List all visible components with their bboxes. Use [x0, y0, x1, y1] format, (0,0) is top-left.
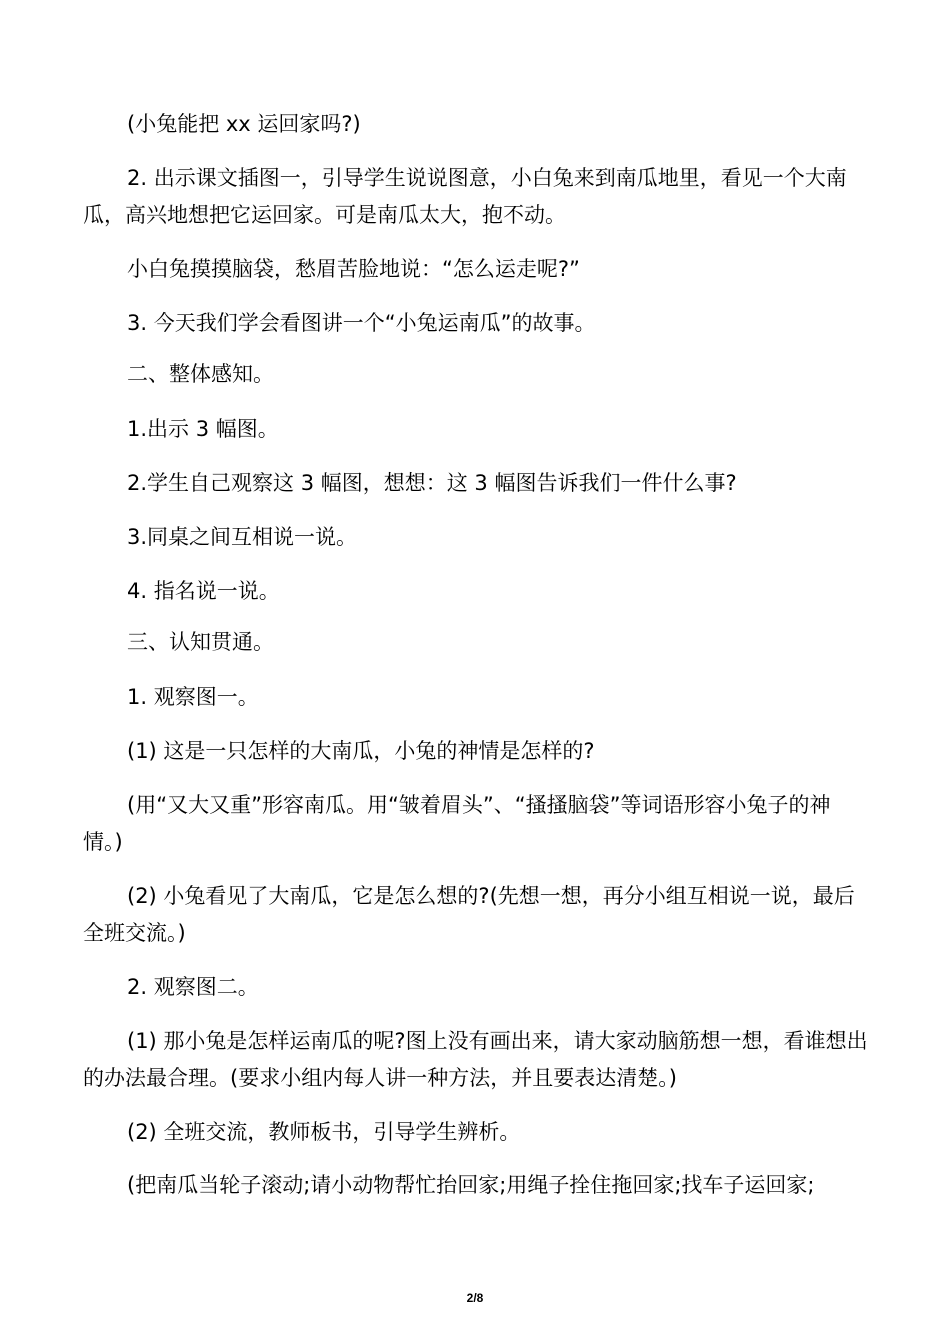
- paragraph: 3.同桌之间互相说一说。: [127, 525, 358, 549]
- paragraph: (小兔能把 xx 运回家吗?): [127, 112, 361, 136]
- section-heading: 二、整体感知。: [127, 362, 274, 386]
- paragraph: (2) 全班交流，教师板书，引导学生辨析。: [127, 1120, 521, 1144]
- paragraph: 1.出示 3 幅图。: [127, 417, 279, 441]
- paragraph: 2. 出示课文插图一，引导学生说说图意，小白兔来到南瓜地里，看见一个大南瓜，高兴地想把它运回家。可是南瓜太大，抱不动。: [83, 166, 847, 227]
- page-number: 2/8: [466, 1291, 484, 1305]
- paragraph: (2) 小兔看见了大南瓜，它是怎么想的?(先想一想，再分小组互相说一说，最后全班交流。): [83, 884, 855, 945]
- paragraph: (1) 那小兔是怎样运南瓜的呢?图上没有画出来，请大家动脑筋想一想，看谁想出的办法最合理。(要求小组内每人讲一种方法，并且要表达清楚。): [83, 1029, 868, 1090]
- paragraph: 2. 观察图二。: [127, 975, 259, 999]
- paragraph: 1. 观察图一。: [127, 685, 259, 709]
- paragraph: (把南瓜当轮子滚动;请小动物帮忙抬回家;用绳子拴住拖回家;找车子运回家;: [127, 1173, 815, 1197]
- paragraph: 3. 今天我们学会看图讲一个“小兔运南瓜”的故事。: [127, 311, 596, 335]
- paragraph: 4. 指名说一说。: [127, 579, 280, 603]
- section-heading: 三、认知贯通。: [127, 630, 274, 654]
- paragraph: 小白兔摸摸脑袋，愁眉苦脸地说：“怎么运走呢?”: [127, 257, 580, 281]
- paragraph: 2.学生自己观察这 3 幅图，想想：这 3 幅图告诉我们一件什么事?: [127, 471, 737, 495]
- paragraph: (1) 这是一只怎样的大南瓜，小兔的神情是怎样的?: [127, 739, 595, 763]
- paragraph: (用“又大又重”形容南瓜。用“皱着眉头”、“搔搔脑袋”等词语形容小兔子的神情。): [83, 793, 831, 854]
